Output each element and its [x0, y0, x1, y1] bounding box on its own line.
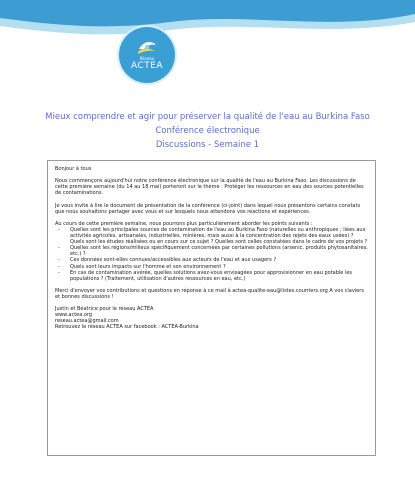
greeting: Bonjour à tous	[55, 166, 92, 172]
document-header	[0, 110, 415, 152]
logo-name: ACTEA	[130, 61, 164, 71]
paragraph-points: Au cours de cette première semaine, nous pourrons plus particulièrement aborder les points suivants :	[55, 220, 313, 227]
document-title: Mieux comprendre et agir pour préserver la qualité de l'eau au Burkina Faso	[45, 112, 370, 122]
discussion-points-list	[55, 227, 368, 282]
signature-line: Justin et Béatrice pour le réseau ACTEA	[55, 306, 154, 313]
website-link[interactable]: www.actea.org	[55, 312, 93, 319]
signature	[55, 306, 368, 330]
document-week: Discussions - Semaine 1	[155, 140, 260, 150]
message-box	[47, 160, 376, 456]
paragraph-document: Je vous invite à lire le document de présentation de la conférence (ci-joint) dans lequel nous présentons certains constats que nous souhaitons partager avec vous et sur lesquels nous attendons vos réactions et expériences.	[55, 202, 361, 215]
list-item: - Quels sont leurs impacts sur l'homme et son environnement ?	[55, 264, 368, 270]
logo-small-text: Réseau	[139, 56, 155, 61]
list-item: - Ces données sont-elles connues/accessibles aux acteurs de l'eau et aux usagers ?	[55, 257, 368, 263]
water-drop-wave-icon	[119, 27, 175, 83]
document-subtitle: Conférence électronique	[155, 126, 260, 136]
facebook-line: Retrouvez le réseau ACTEA sur facebook : ACTEA-Burkina	[55, 324, 199, 331]
email-link[interactable]: reseau.actea@gmail.com	[55, 318, 119, 325]
list-item: - En cas de contamination avérée, quelles solutions avez-vous envisagées pour approvisionner en eau potable les populations ? (Traitement, utilisation d'autres ressources en eau, etc.)	[55, 270, 368, 282]
actea-logo	[119, 27, 175, 83]
list-item: - Quelles sont les principales sources de contamination de l'eau au Burkina Faso (naturelles ou anthropiques ; liées aux activités agricoles, artisanales, industrielles, minières, mais aussi à la concentration des rejets des eaux usées) ? Quels sont les études réalisées ou en cours sur ce sujet ? Quelles sont celles constatées dans le cadre de vos projets ?	[55, 227, 368, 245]
list-item: - Quelles sont les régions/milieux spécifiquement concernées par certaines pollutions (arsenic, produits phytosanitaires, etc.) ?	[55, 245, 368, 257]
paragraph-intro: Nous commençons aujourd'hui notre conférence électronique sur la qualité de l'eau au Burkina Faso. Les discussions de cette première semaine (du 14 au 18 mai) porteront sur le thème : Protéger les ressources en eau des sources potentielles de contaminations.	[55, 178, 364, 197]
header-wave-decoration	[0, 0, 415, 60]
paragraph-contribute: Merci d'envoyer vos contributions et questions en réponse à ce mail à actea-qualite-eau@listes.courriers.org A vos claviers et bonnes discussions !	[55, 287, 364, 300]
